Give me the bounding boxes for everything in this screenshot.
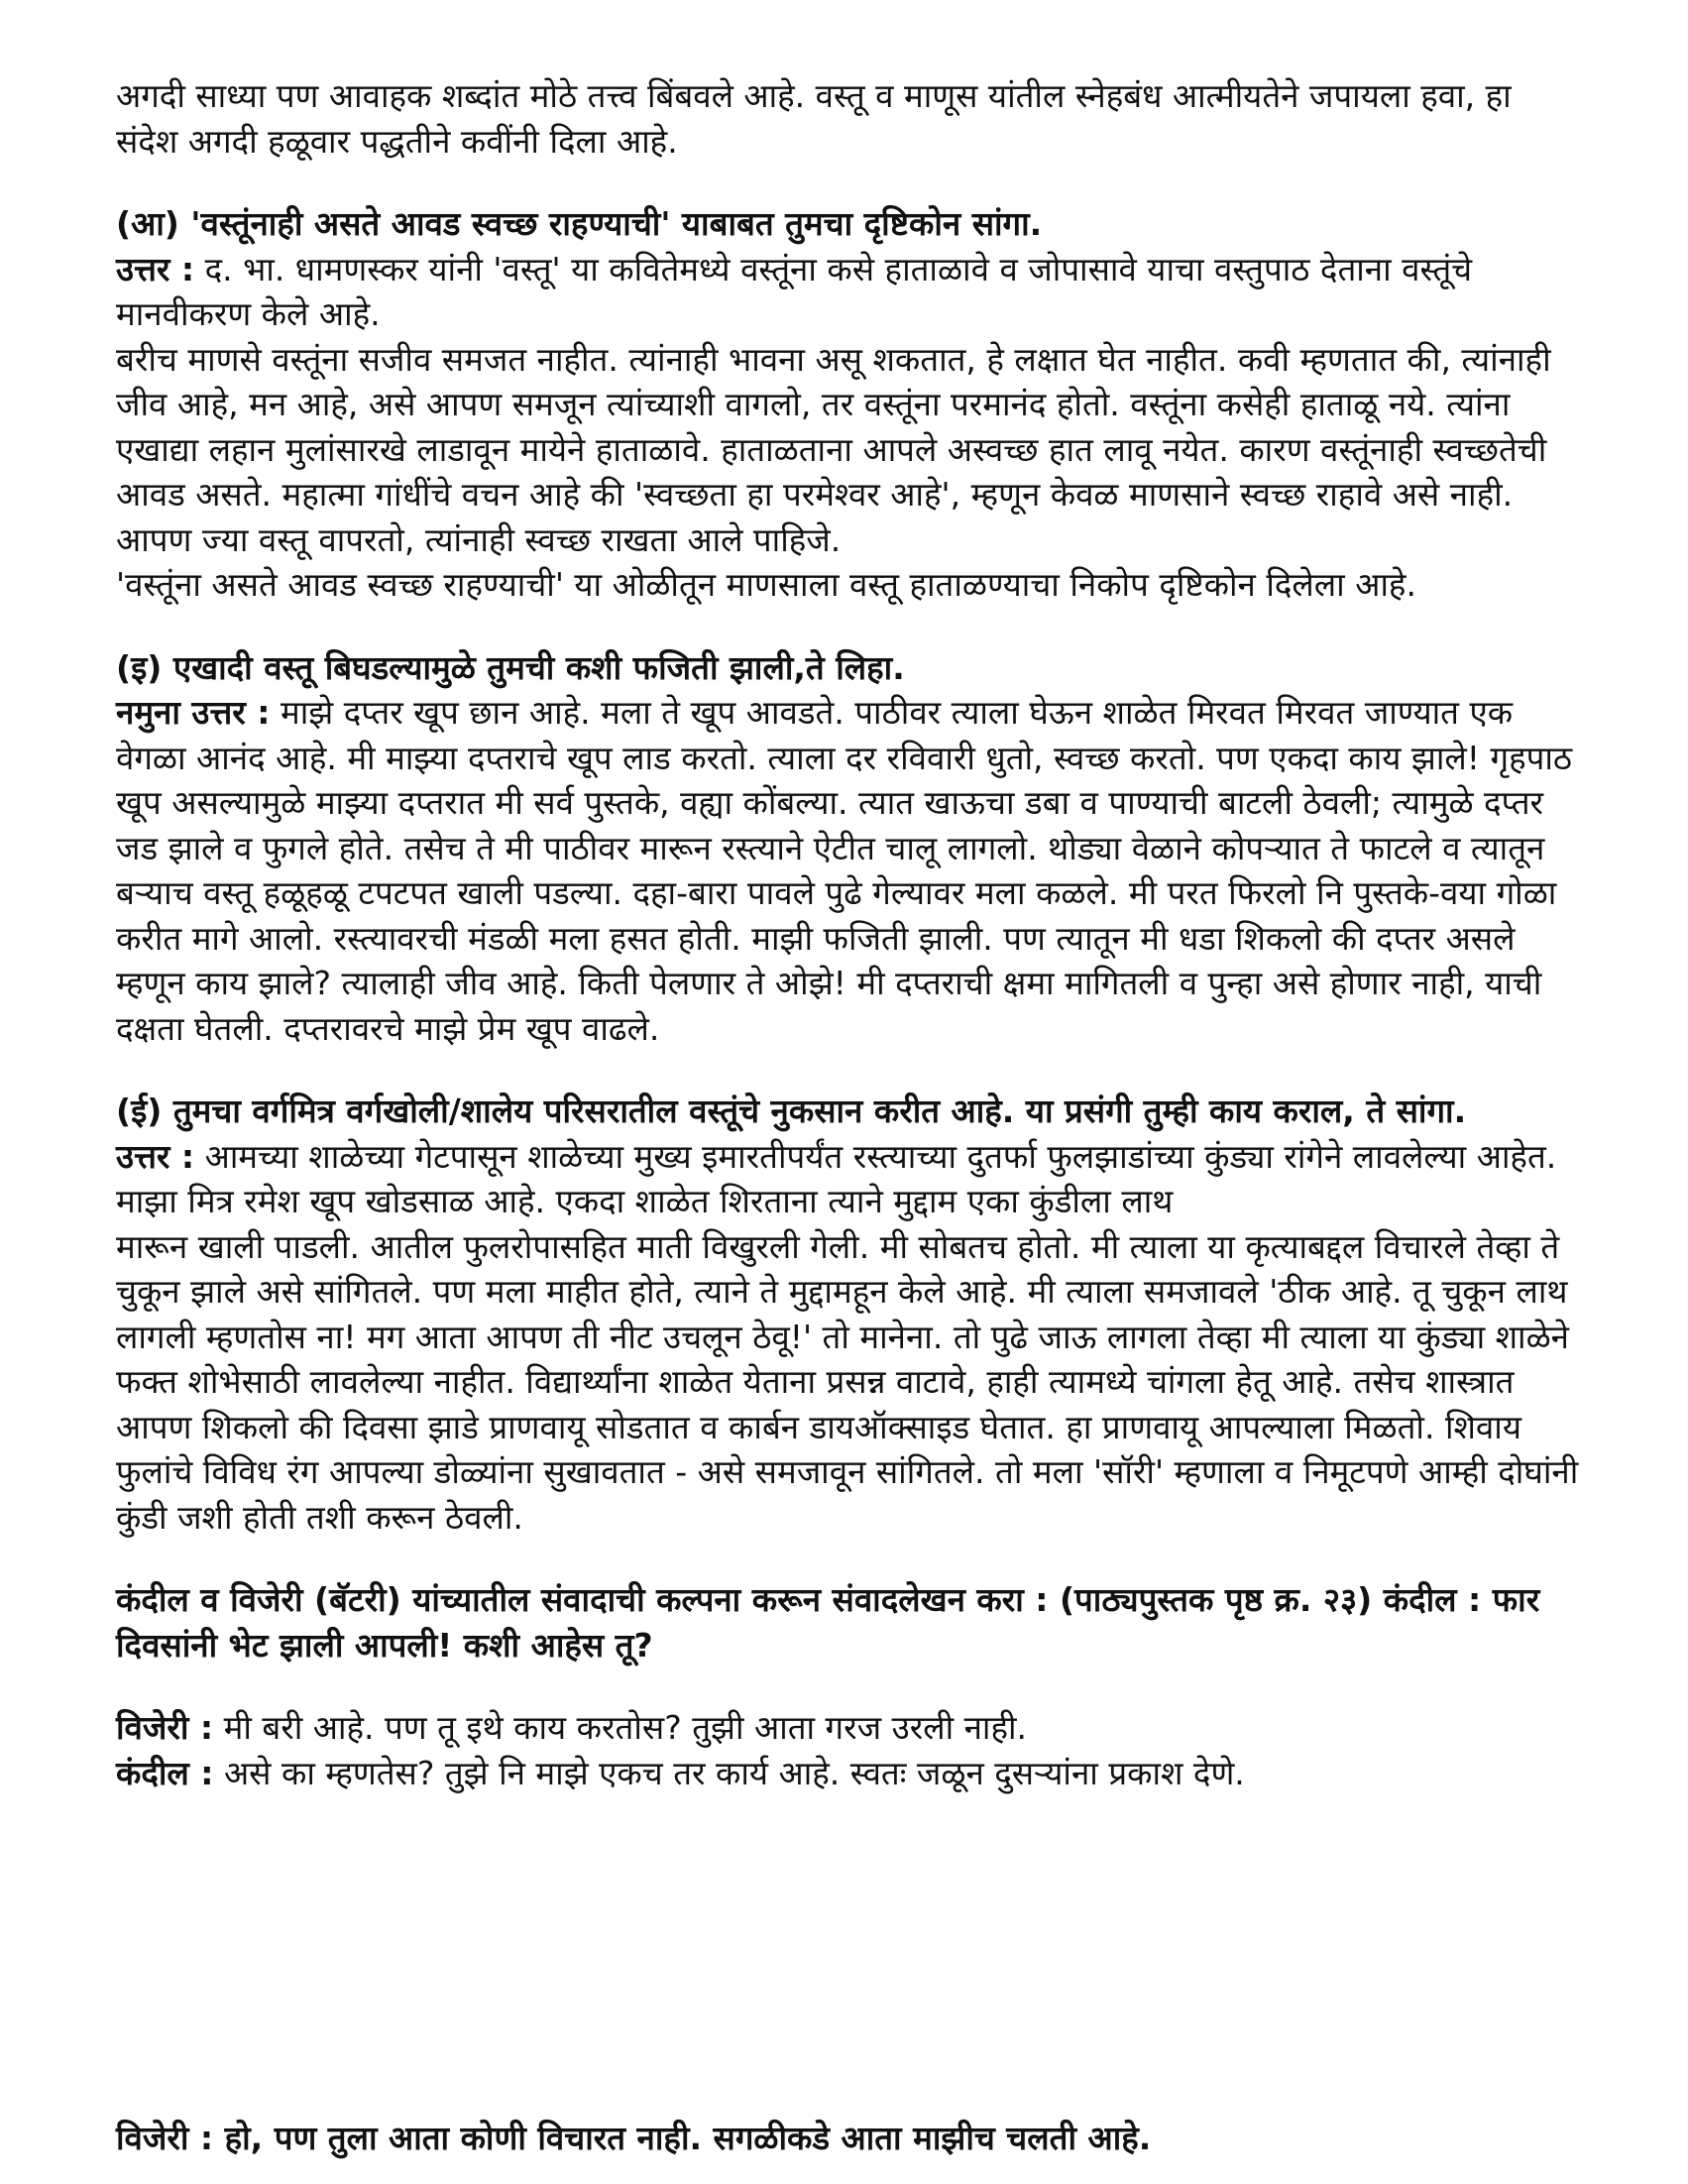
answer-ii-paragraph-2: मारून खाली पाडली. आतील फुलरोपासहित माती विखुरली गेली. मी सोबतच होतो. मी त्याला या कृत्याबद्दल विचारले तेव्हा ते चुकून झाले असे सांगितले. पण मला माहीत होते, त्याने ते मुद्दामहून केले आहे. मी त्याला समजावले 'ठीक आहे. तू चुकून लाथ लागली म्हणतोस ना! मग आता आपण ती नीट उचलून ठेवू!' तो मानेना. तो पुढे जाऊ लागला तेव्हा मी त्याला या कुंड्या शाळेने फक्त शोभेसाठी लावलेल्या नाहीत. विद्यार्थ्यांना शाळेत येताना प्रसन्न वाटावे, हाही त्यामध्ये चांगला हेतू आहे. तसेच शास्त्रात आपण शिकलो की दिवसा झाडे प्राणवायू सोडतात व कार्बन डायऑक्साइड घेतात. हा प्राणवायू आपल्याला मिळतो. शिवाय फुलांचे विविध रंग आपल्या डोळ्यांना सुखावतात - असे समजावून सांगितले. तो मला 'सॉरी' म्हणाला व निमूटपणे आम्ही दोघांनी कुंडी जशी होती तशी करून ठेवली. xyxy=(116,1226,1579,1537)
speaker-label: विजेरी : xyxy=(116,1708,214,1747)
answer-label: नमुना उत्तर : xyxy=(116,693,271,732)
dialogue-text: असे का म्हणतेस? तुझे नि माझे एकच तर कार्य आहे. स्वतः जळून दुसऱ्यांना प्रकाश देणे. xyxy=(213,1753,1245,1792)
spacer xyxy=(116,608,1583,645)
intro-paragraph: अगदी साध्या पण आवाहक शब्दांत मोठे तत्त्व बिंबवले आहे. वस्तू व माणूस यांतील स्नेहबंध आत्मीयतेने जपायला हवा, हा संदेश अगदी हळूवार पद्धतीने कवींनी दिला आहे. xyxy=(116,76,1512,161)
answer-aa-paragraph-3: 'वस्तूंना असते आवड स्वच्छ राहण्याची' या ओळीतून माणसाला वस्तू हाताळण्याचा निकोप दृष्टिकोन दिलेला आहे. xyxy=(116,565,1416,604)
dialogue-line xyxy=(116,1751,1583,1796)
answer-aa-paragraph-2: बरीच माणसे वस्तूंना सजीव समजत नाहीत. त्यांनाही भावना असू शकतात, हे लक्षात घेत नाहीत. कवी म्हणतात की, त्यांनाही जीव आहे, मन आहे, असे आपण समजून त्यांच्याशी वागलो, तर वस्तूंना परमानंद होतो. वस्तूंना कसेही हाताळू नये. त्यांना एखाद्या लहान मुलांसारखे लाडावून मायेने हाताळावे. हाताळताना आपले अस्वच्छ हात लावू नयेत. कारण वस्तूंनाही स्वच्छतेची आवड असते. महात्मा गांधींचे वचन आहे की 'स्वच्छता हा परमेश्वर आहे', म्हणून केवळ माणसाने स्वच्छ राहावे असे नाही. आपण ज्या वस्तू वापरतो, त्यांनाही स्वच्छ राखता आले पाहिजे. xyxy=(116,339,1551,559)
answer-ii-text-1: आमच्या शाळेच्या गेटपासून शाळेच्या मुख्य इमारतीपर्यंत रस्त्याच्या दुतर्फा फुलझाडांच्या कुंड्या रांगेने लावलेल्या आहेत. माझा मित्र रमेश खूप खोडसाळ आहे. एकदा शाळेत शिरताना त्याने मुद्दाम एका कुंडीला लाथ xyxy=(116,1136,1557,1220)
cut-off-text: विजेरी : हो, पण तुला आता कोणी विचारत नाही. सगळीकडे आता माझीच चलती आहे. xyxy=(116,2119,1152,2157)
spacer xyxy=(116,1667,1583,1705)
speaker-label: कंदील : xyxy=(116,1753,214,1792)
answer-ii-paragraph-1 xyxy=(116,1134,1583,1224)
spacer xyxy=(116,164,1583,201)
answer-aa-paragraph-1 xyxy=(116,247,1583,337)
answer-label: उत्तर : xyxy=(116,249,195,288)
spacer xyxy=(116,1540,1583,1577)
question-aa: (आ) 'वस्तूंनाही असते आवड स्वच्छ राहण्याची' याबाबत तुमचा दृष्टिकोन सांगा. xyxy=(116,204,1043,243)
document-page xyxy=(116,73,1583,1795)
spacer xyxy=(116,1051,1583,1089)
dialogue-line xyxy=(116,1705,1583,1751)
question-ii: (ई) तुमचा वर्गमित्र वर्गखोली/शालेय परिसरातील वस्तूंचे नुकसान करीत आहे. या प्रसंगी तुम्ही काय कराल, ते सांगा. xyxy=(116,1092,1467,1130)
answer-i-text: माझे दप्तर खूप छान आहे. मला ते खूप आवडते. पाठीवर त्याला घेऊन शाळेत मिरवत मिरवत जाण्यात एक वेगळा आनंद आहे. मी माझ्या दप्तराचे खूप लाड करतो. त्याला दर रविवारी धुतो, स्वच्छ करतो. पण एकदा काय झाले! गृहपाठ खूप असल्यामुळे माझ्या दप्तरात मी सर्व पुस्तके, वह्या कोंबल्या. त्यात खाऊचा डबा व पाण्याची बाटली ठेवली; त्यामुळे दप्तर जड झाले व फुगले होते. तसेच ते मी पाठीवर मारून रस्त्याने ऐटीत चालू लागलो. थोड्या वेळाने कोपऱ्यात ते फाटले व त्यातून बऱ्याच वस्तू हळूहळू टपटपत खाली पडल्या. दहा-बारा पावले पुढे गेल्यावर मला कळले. मी परत फिरलो नि पुस्तके-वया गोळा करीत मागे आलो. रस्त्यावरची मंडळी मला हसत होती. माझी फजिती झाली. पण त्यातून मी धडा शिकलो की दप्तर असले म्हणून काय झाले? त्यालाही जीव आहे. किती पेलणार ते ओझे! मी दप्तराची क्षमा मागितली व पुन्हा असे होणार नाही, याची दक्षता घेतली. दप्तरावरचे माझे प्रेम खूप वाढले. xyxy=(116,693,1573,1048)
dialogue-heading: कंदील व विजेरी (बॅटरी) यांच्यातील संवादाची कल्पना करून संवादलेखन करा : (पाठ्यपुस्तक पृष्ठ क्र. २३) कंदील : फार दिवसांनी भेट झाली आपली! कशी आहेस तू? xyxy=(116,1580,1540,1665)
answer-i-paragraph xyxy=(116,690,1583,1051)
answer-label: उत्तर : xyxy=(116,1136,195,1176)
question-i: (इ) एखादी वस्तू बिघडल्यामुळे तुमची कशी फजिती झाली,ते लिहा. xyxy=(116,647,905,687)
dialogue-text: मी बरी आहे. पण तू इथे काय करतोस? तुझी आता गरज उरली नाही. xyxy=(213,1708,1028,1747)
cut-off-dialogue-line xyxy=(116,2119,1583,2184)
answer-aa-text-1: द. भा. धामणस्कर यांनी 'वस्तू' या कवितेमध्ये वस्तूंना कसे हाताळावे व जोपासावे याचा वस्तुपाठ देताना वस्तूंचे मानवीकरण केले आहे. xyxy=(116,249,1473,333)
